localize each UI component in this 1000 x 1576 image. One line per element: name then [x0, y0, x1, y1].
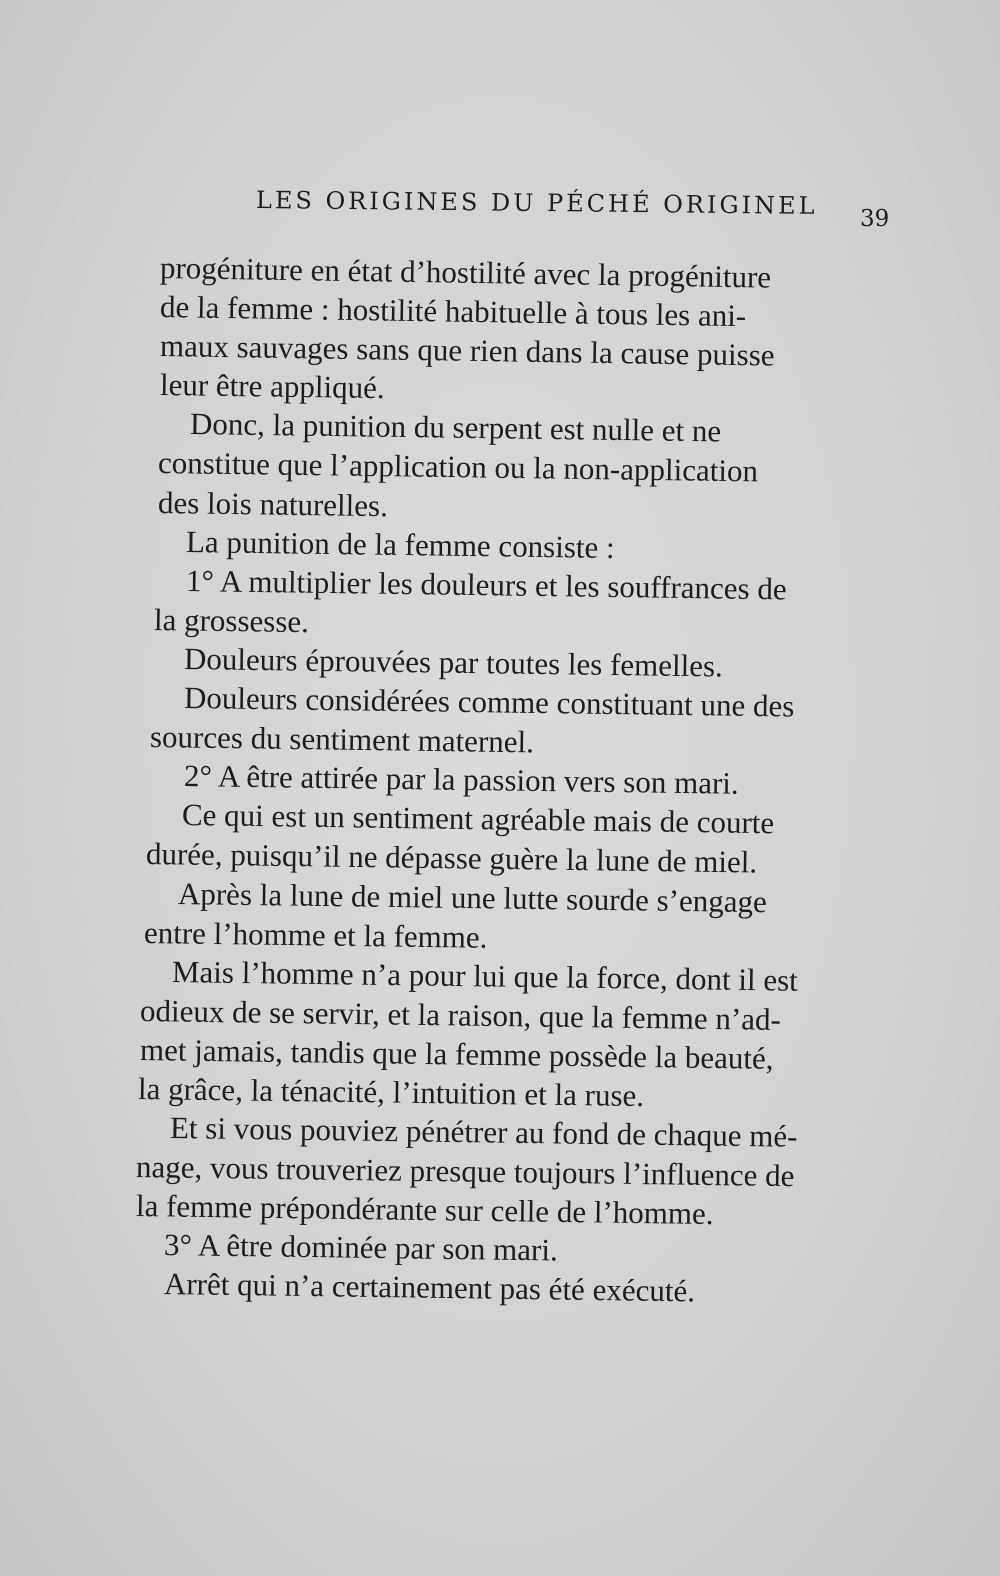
- text-line: maux sauvages sans que rien dans la cause puisse: [159, 328, 775, 373]
- text-line: Douleurs éprouvées par toutes les femelles.: [183, 640, 724, 684]
- text-line: Après la lune de miel une lutte sourde s’engage: [177, 875, 768, 919]
- text-line: 3° A être dominée par son mari.: [163, 1227, 558, 1268]
- text-line: Mais l’homme n’a pour lui que la force, dont il est: [171, 953, 799, 998]
- text-line: de la femme : hostilité habituelle à tous les ani-: [159, 289, 747, 334]
- text-line: constitue que l’application ou la non-application: [157, 445, 759, 489]
- text-line: Donc, la punition du serpent est nulle et ne: [189, 406, 722, 449]
- text-line: la femme prépondérante sur celle de l’homme.: [135, 1188, 714, 1232]
- running-header: [255, 186, 896, 232]
- text-line: leur être appliqué.: [159, 367, 385, 406]
- text-line: sources du sentiment maternel.: [149, 719, 535, 760]
- text-line: 2° A être attirée par la passion vers son mari.: [183, 758, 739, 801]
- text-line: Ce qui est un sentiment agréable mais de courte: [181, 797, 775, 841]
- running-title: LES ORIGINES DU PÉCHÉ ORIGINEL: [255, 186, 818, 220]
- text-line: odieux de se servir, et la raison, que la femme n’ad-: [139, 992, 782, 1037]
- text-line: la grossesse.: [153, 601, 310, 640]
- text-line: met jamais, tandis que la femme possède la beauté,: [139, 1031, 774, 1076]
- text-line: la grâce, la ténacité, l’intuition et la ruse.: [137, 1070, 645, 1114]
- text-line: 1° A multiplier les douleurs et les souffrances de: [185, 562, 787, 607]
- text-line: La punition de la femme consiste :: [185, 523, 615, 565]
- body-text: [135, 248, 898, 1309]
- page-number: 39: [860, 206, 890, 232]
- text-line: progéniture en état d’hostilité avec la progéniture: [159, 250, 772, 295]
- text-line: Et si vous pouviez pénétrer au fond de chaque mé-: [169, 1110, 798, 1154]
- text-line: durée, puisqu’il ne dépasse guère la lune de miel.: [145, 836, 758, 880]
- text-line: Douleurs considérées comme constituant une des: [183, 680, 795, 724]
- text-line: nage, vous trouveriez presque toujours l’influence de: [135, 1149, 795, 1194]
- text-line: entre l’homme et la femme.: [143, 914, 488, 955]
- text-line: des lois naturelles.: [157, 484, 389, 523]
- text-line: Arrêt qui n’a certainement pas été exécuté.: [163, 1266, 696, 1309]
